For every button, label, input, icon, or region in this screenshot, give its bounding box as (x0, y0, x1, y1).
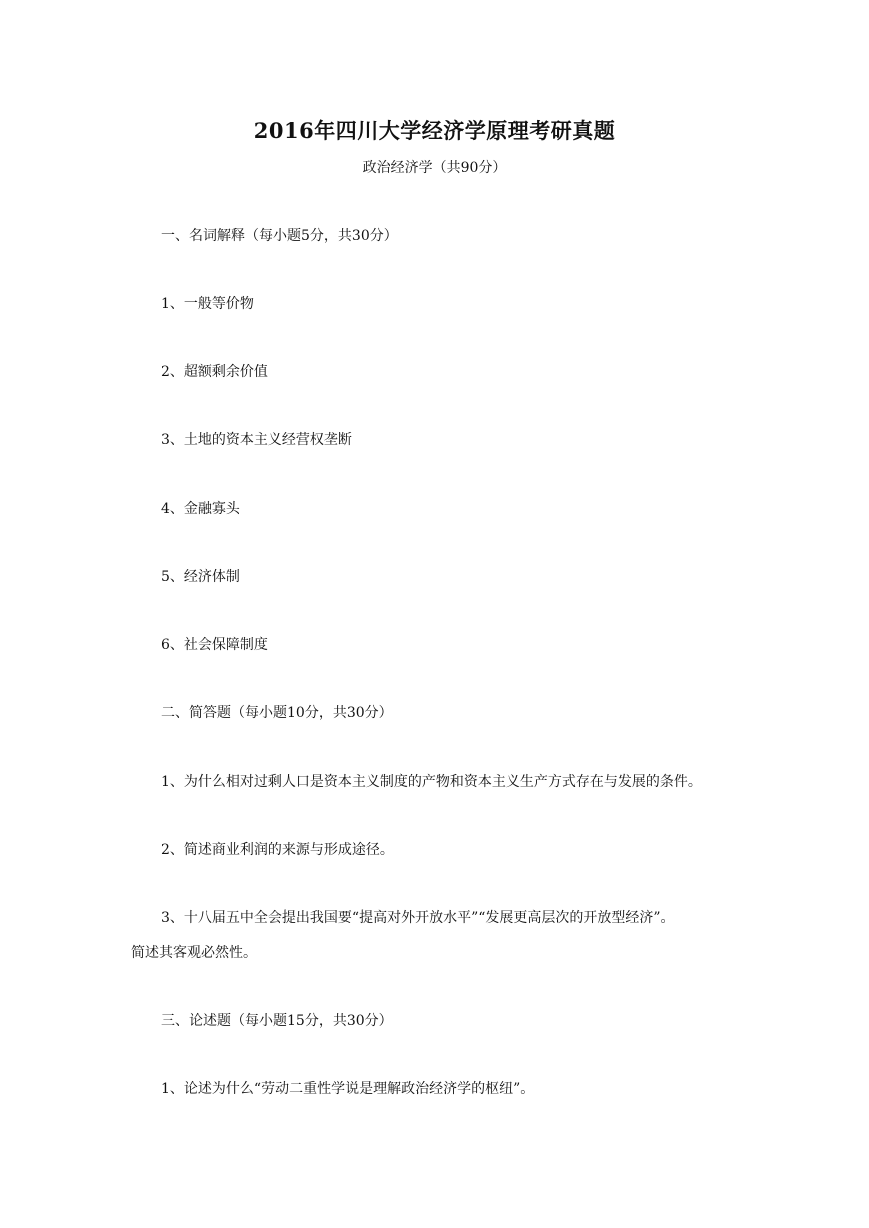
list-item: 1、论述为什么“劳动二重性学说是理解政治经济学的枢纽”。 (161, 1081, 535, 1097)
list-item: 6、社会保障制度 (161, 637, 268, 653)
page-subtitle: 政治经济学（共90分） (362, 160, 507, 176)
list-item: 1、一般等价物 (161, 296, 254, 312)
list-item: 5、经济体制 (161, 569, 240, 585)
list-item: 3、十八届五中全会提出我国要“提高对外开放水平”“发展更高层次的开放型经济”。 (161, 910, 675, 926)
list-item-continuation: 简述其客观必然性。 (131, 945, 257, 961)
list-item: 1、为什么相对过剩人口是资本主义制度的产物和资本主义生产方式存在与发展的条件。 (161, 774, 702, 790)
section-heading-3: 三、论述题（每小题15分，共30分） (161, 1013, 393, 1029)
list-item: 4、金融寡头 (161, 501, 240, 517)
section-heading-1: 一、名词解释（每小题5分，共30分） (161, 228, 398, 244)
list-item: 2、超额剩余价值 (161, 364, 268, 380)
section-heading-2: 二、简答题（每小题10分，共30分） (161, 705, 393, 721)
list-item: 3、土地的资本主义经营权垄断 (161, 432, 352, 448)
page-title: 2016年四川大学经济学原理考研真题 (253, 118, 616, 143)
list-item: 2、简述商业利润的来源与形成途径。 (161, 842, 394, 858)
